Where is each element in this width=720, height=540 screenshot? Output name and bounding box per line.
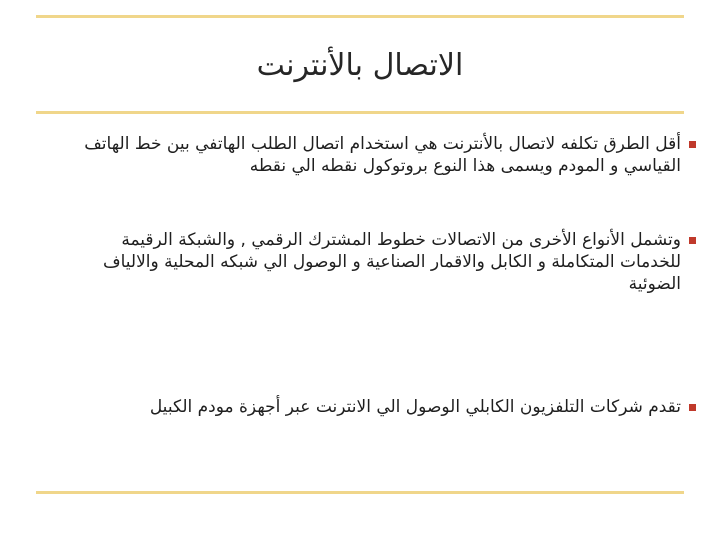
bullet-item-2 xyxy=(60,229,696,295)
square-bullet-icon xyxy=(689,141,696,148)
square-bullet-icon xyxy=(689,404,696,411)
bullet-item-3 xyxy=(60,396,696,418)
bullet-text-2: وتشمل الأنواع الأخرى من الاتصالات خطوط المشترك الرقمي , والشبكة الرقيمة للخدمات المتكاملة و الكابل والاقمار الصناعية و الوصول الي شبكه المحلية والالياف الضوئية xyxy=(102,230,681,294)
square-bullet-icon xyxy=(689,237,696,244)
top-divider xyxy=(36,15,684,18)
bullet-text-1: أقل الطرق تكلفه لاتصال بالأنترنت هي استخدام اتصال الطلب الهاتفي بين خط الهاتف القياسي و المودم ويسمى هذا النوع بروتوكول نقطه الي نقطه xyxy=(84,134,681,176)
bullet-item-1 xyxy=(60,133,696,177)
slide-title: الاتصال بالأنترنت xyxy=(256,48,464,83)
title-divider xyxy=(36,111,684,114)
bullet-text-3: تقدم شركات التلفزيون الكابلي الوصول الي الانترنت عبر أجهزة مودم الكبيل xyxy=(149,397,681,417)
bottom-divider xyxy=(36,491,684,494)
